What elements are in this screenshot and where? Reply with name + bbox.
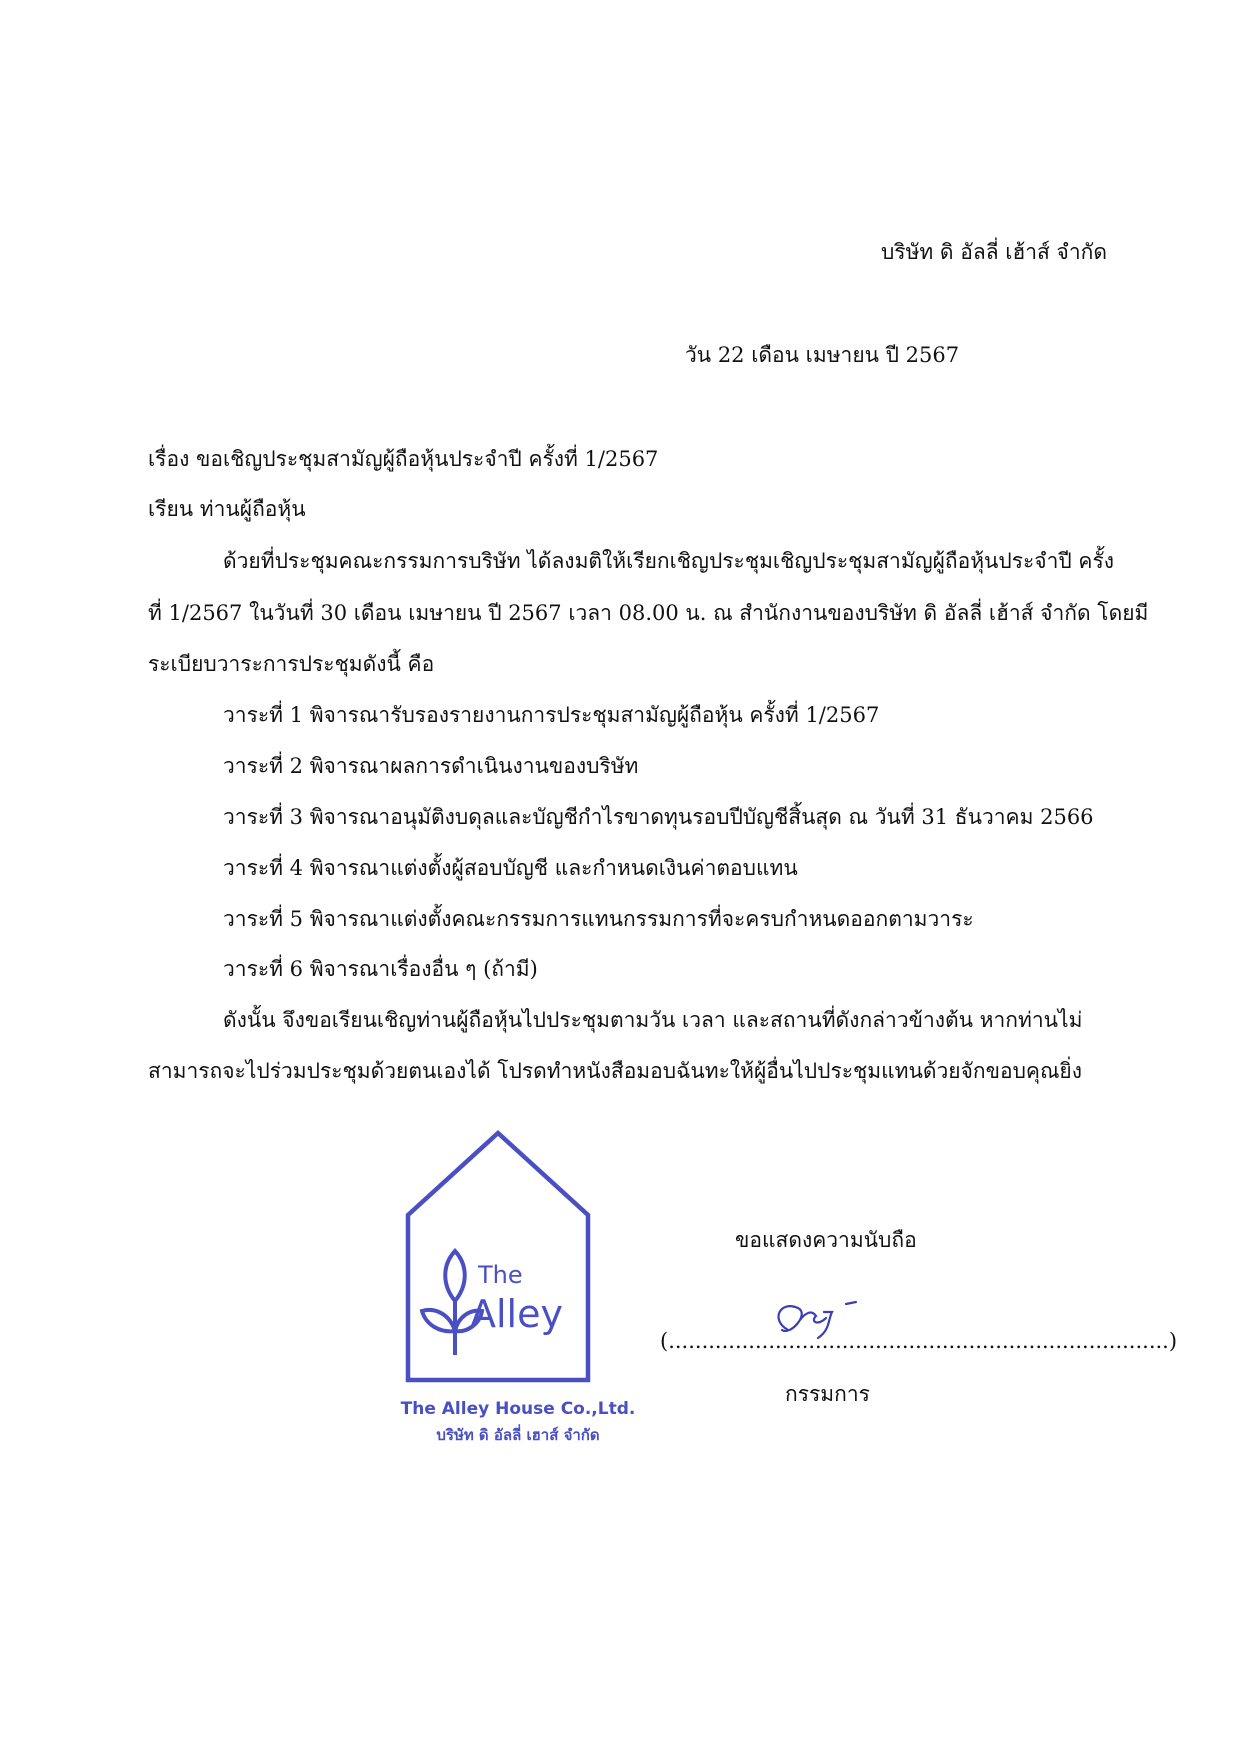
agenda-item-4: วาระที่ 4 พิจารณาแต่งตั้งผู้สอบบัญชี และกำหนดเงินค่าตอบแทน	[223, 856, 798, 880]
letter-date: วัน 22 เดือน เมษายน ปี 2567	[685, 343, 960, 367]
intro-line-2: ที่ 1/2567 ในวันที่ 30 เดือน เมษายน ปี 2567 เวลา 08.00 น. ณ สำนักงานของบริษัท ดิ อัลลี่ เฮ้าส์ จำกัด โดยมี	[148, 601, 1149, 625]
closing-text: ขอแสดงความนับถือ	[735, 1228, 917, 1252]
letter-subject: เรื่อง ขอเชิญประชุมสามัญผู้ถือหุ้นประจำปี ครั้งที่ 1/2567	[148, 447, 659, 471]
house-logo-icon	[398, 1125, 638, 1395]
agenda-item-5: วาระที่ 5 พิจารณาแต่งตั้งคณะกรรมการแทนกรรมการที่จะครบกำหนดออกตามวาระ	[223, 907, 974, 931]
conclusion-line-2: สามารถจะไปร่วมประชุมด้วยตนเองได้ โปรดทำหนังสือมอบฉันทะให้ผู้อื่นไปประชุมแทนด้วยจักขอบคุณยิ่ง	[148, 1059, 1082, 1083]
agenda-item-1: วาระที่ 1 พิจารณารับรองรายงานการประชุมสามัญผู้ถือหุ้น ครั้งที่ 1/2567	[223, 703, 880, 727]
stamp-company-th: บริษัท ดิ อัลลี่ เฮาส์ จำกัด	[436, 1426, 600, 1444]
intro-line-3: ระเบียบวาระการประชุมดังนี้ คือ	[148, 652, 435, 676]
logo-text-alley: Alley	[470, 1292, 563, 1336]
logo-text-the: The	[478, 1261, 523, 1289]
signature-line: (...........................................................................)	[660, 1329, 1178, 1353]
company-name: บริษัท ดิ อัลลี่ เฮ้าส์ จำกัด	[880, 240, 1107, 264]
agenda-item-6: วาระที่ 6 พิจารณาเรื่องอื่น ๆ (ถ้ามี)	[223, 957, 538, 981]
agenda-item-2: วาระที่ 2 พิจารณาผลการดำเนินงานของบริษัท	[223, 754, 639, 778]
conclusion-line-1: ดังนั้น จึงขอเรียนเชิญท่านผู้ถือหุ้นไปประชุมตามวัน เวลา และสถานที่ดังกล่าวข้างต้น หากท่านไม่	[223, 1008, 1083, 1032]
signer-role: กรรมการ	[785, 1382, 870, 1406]
letter-salutation: เรียน ท่านผู้ถือหุ้น	[148, 497, 306, 521]
intro-line-1: ด้วยที่ประชุมคณะกรรมการบริษัท ได้ลงมติให้เรียกเชิญประชุมเชิญประชุมสามัญผู้ถือหุ้นประจำปี ครั้ง	[223, 549, 1114, 573]
company-stamp	[398, 1125, 638, 1455]
agenda-item-3: วาระที่ 3 พิจารณาอนุมัติงบดุลและบัญชีกำไรขาดทุนรอบปีบัญชีสิ้นสุด ณ วันที่ 31 ธันวาคม 2566	[223, 805, 1094, 829]
stamp-company-en: The Alley House Co.,Ltd.	[400, 1399, 636, 1419]
